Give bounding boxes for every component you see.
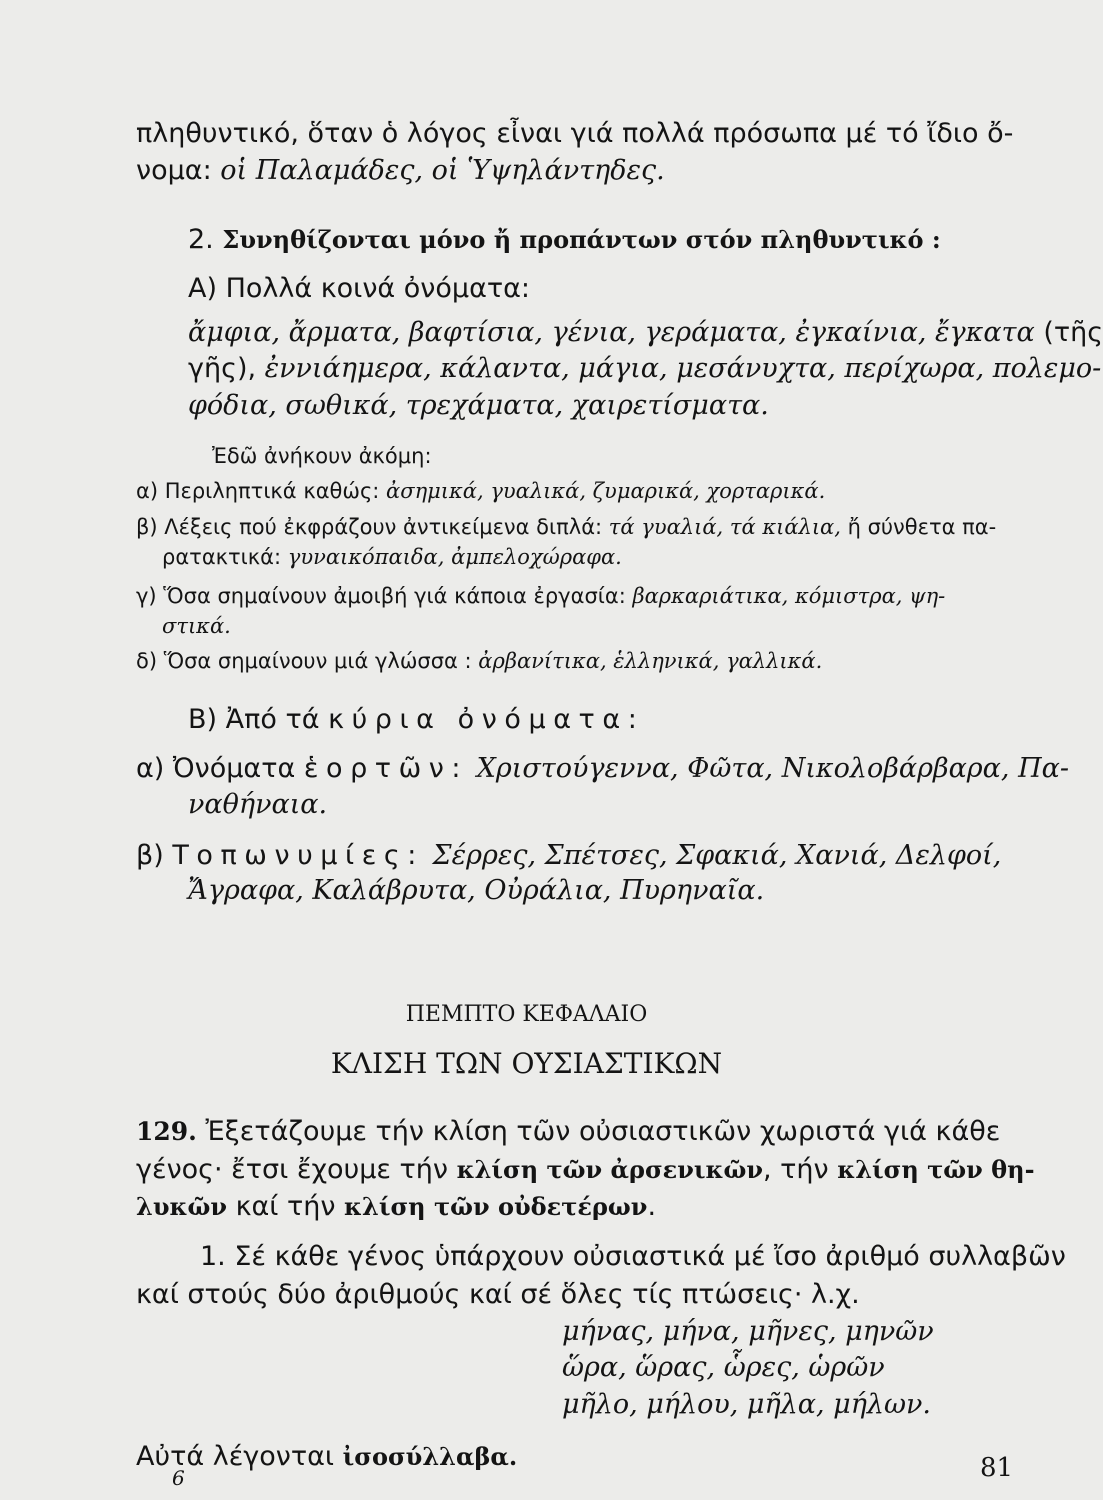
text-line <box>188 877 764 904</box>
bold-term: λυκῶν <box>136 1192 227 1221</box>
item-words: βαρκαριάτικα, κόμιστρα, ψη- <box>632 584 946 608</box>
intro-examples: οἱ Παλαμάδες, οἱ Ὑψηλάντηδες. <box>220 155 665 186</box>
item-tail: ἤ σύνθετα πα- <box>840 515 997 539</box>
list-item-b <box>136 517 996 538</box>
item-words: Σέρρες, Σπέτσες, Σφακιά, Χανιά, Δελφοί, <box>432 840 1002 871</box>
item-spaced: ἑορτῶν: <box>303 753 469 784</box>
list-item-c-cont <box>162 616 231 637</box>
item-words: Ἄγραφα, Καλάβρυτα, Οὐράλια, Πυρηναῖα. <box>188 875 765 906</box>
list-item-b-cont <box>162 547 622 568</box>
text-line <box>136 157 665 184</box>
list-item-c <box>136 586 945 607</box>
item-words: ἀρβανίτικα, ἑλληνικά, γαλλικά. <box>478 649 823 673</box>
text-line <box>188 319 1103 346</box>
section-heading-text: Συνηθίζονται μόνο ἤ προπάντων στόν πληθυντικό : <box>222 225 941 254</box>
subsection-spaced: κύρια ὀνόματα: <box>328 704 645 735</box>
intro-line-1: πληθυντικό, ὅταν ὁ λόγος εἶναι γιά πολλά πρόσωπα μέ τό ἴδιο ὄ- <box>136 118 1014 149</box>
word-list: φόδια, σωθικά, τρεχάματα, χαιρετίσματα. <box>188 390 769 421</box>
here-also-label: Ἐδῶ ἀνήκουν ἀκόμη: <box>212 444 432 468</box>
item-words: ἀσημικά, γυαλικά, ζυμαρικά, χορταρικά. <box>386 479 826 503</box>
paragraph-number: 129. <box>136 1117 197 1146</box>
text-line <box>188 355 1101 382</box>
subsection-prefix: Β) Ἀπό τά <box>188 704 329 735</box>
item-label: δ) Ὅσα σημαίνουν μιά γλώσσα : <box>136 649 479 673</box>
subsection-b-title <box>188 706 644 733</box>
list-item-d <box>136 651 822 672</box>
word-list: ἄμφια, ἄρματα, βαφτίσια, γένια, γεράματα, ἐγκαίνια, ἔγκατα <box>188 317 1035 348</box>
subsection-a-title: Α) Πολλά κοινά ὀνόματα: <box>188 273 531 304</box>
item-label: γ) Ὅσα σημαίνουν ἀμοιβή γιά κάποια ἐργασία: <box>136 584 633 608</box>
signature-mark: 6 <box>172 1466 185 1490</box>
item-label: ρατακτικά: <box>162 545 288 569</box>
paragraph-text: , τήν <box>763 1154 838 1185</box>
item-label: α) Περιληπτικά καθώς: <box>136 479 387 503</box>
bold-term: κλίση τῶν οὐδετέρων <box>344 1192 648 1221</box>
paragraph-text: Αὐτά λέγονται <box>136 1441 343 1472</box>
chapter-label: ΠΕΜΠΤΟ ΚΕΦΑΛΑΙΟ <box>405 1002 648 1027</box>
word-list-head: γῆς), <box>188 353 265 384</box>
intro-line-2-prefix: νομα: <box>136 155 221 186</box>
text-line <box>136 1193 656 1220</box>
item-words: στικά. <box>162 614 231 638</box>
bold-term: κλίση τῶν θη- <box>837 1155 1035 1184</box>
item-words: Χριστούγεννα, Φῶτα, Νικολοβάρβαρα, Πα- <box>476 753 1069 784</box>
text-line <box>136 842 1001 869</box>
text-line <box>136 1443 517 1470</box>
item-label: α) Ὀνόματα <box>136 753 304 784</box>
page-number: 81 <box>980 1453 1014 1483</box>
example-line: μήνας, μήνα, μῆνες, μηνῶν <box>562 1316 934 1347</box>
item-words: γυναικόπαιδα, ἀμπελοχώραφα. <box>287 545 622 569</box>
text-line <box>136 755 1069 782</box>
paragraph-text: Ἐξετάζουμε τήν κλίση τῶν οὐσιαστικῶν χωριστά γιά κάθε <box>196 1116 1001 1147</box>
text-line <box>188 392 769 419</box>
bold-term: κλίση τῶν ἀρσενικῶν <box>456 1155 764 1184</box>
text-line <box>136 1156 1035 1183</box>
point-1-line-2: καί στούς δύο ἀριθμούς καί σέ ὅλες τίς πτώσεις· λ.χ. <box>136 1279 860 1310</box>
paragraph-text: γένος· ἔτσι ἔχουμε τήν <box>136 1154 457 1185</box>
example-line: ὥρα, ὥρας, ὧρες, ὡρῶν <box>562 1352 885 1383</box>
section-heading <box>188 226 941 253</box>
word-list: ἐννιάημερα, κάλαντα, μάγια, μεσάνυχτα, περίχωρα, πολεμο- <box>264 353 1102 384</box>
text-line <box>136 1118 1000 1145</box>
list-item-a <box>136 481 825 502</box>
point-1-line-1: 1. Σέ κάθε γένος ὑπάρχουν οὐσιαστικά μέ ἴσο ἀριθμό συλλαβῶν <box>200 1241 1066 1272</box>
item-label: β) Λέξεις πού ἐκφράζουν ἀντικείμενα διπλά: <box>136 515 609 539</box>
section-number: 2. <box>188 224 223 255</box>
paragraph-text: καί τήν <box>226 1191 345 1222</box>
text-line <box>188 791 327 818</box>
paragraph-text: . <box>647 1191 657 1222</box>
item-spaced: Τοπωνυμίες: <box>172 840 424 871</box>
word-list-tail: (τῆς <box>1034 317 1103 348</box>
bold-term: ἰσοσύλλαβα. <box>342 1442 518 1471</box>
text-line <box>136 120 1013 147</box>
item-words: τά γυαλιά, τά κιάλια, <box>608 515 841 539</box>
item-label: β) <box>136 840 173 871</box>
chapter-title: ΚΛΙΣΗ ΤΩΝ ΟΥΣΙΑΣΤΙΚΩΝ <box>330 1047 723 1080</box>
item-words: ναθήναια. <box>188 789 328 820</box>
example-line: μῆλο, μήλου, μῆλα, μήλων. <box>562 1389 932 1420</box>
